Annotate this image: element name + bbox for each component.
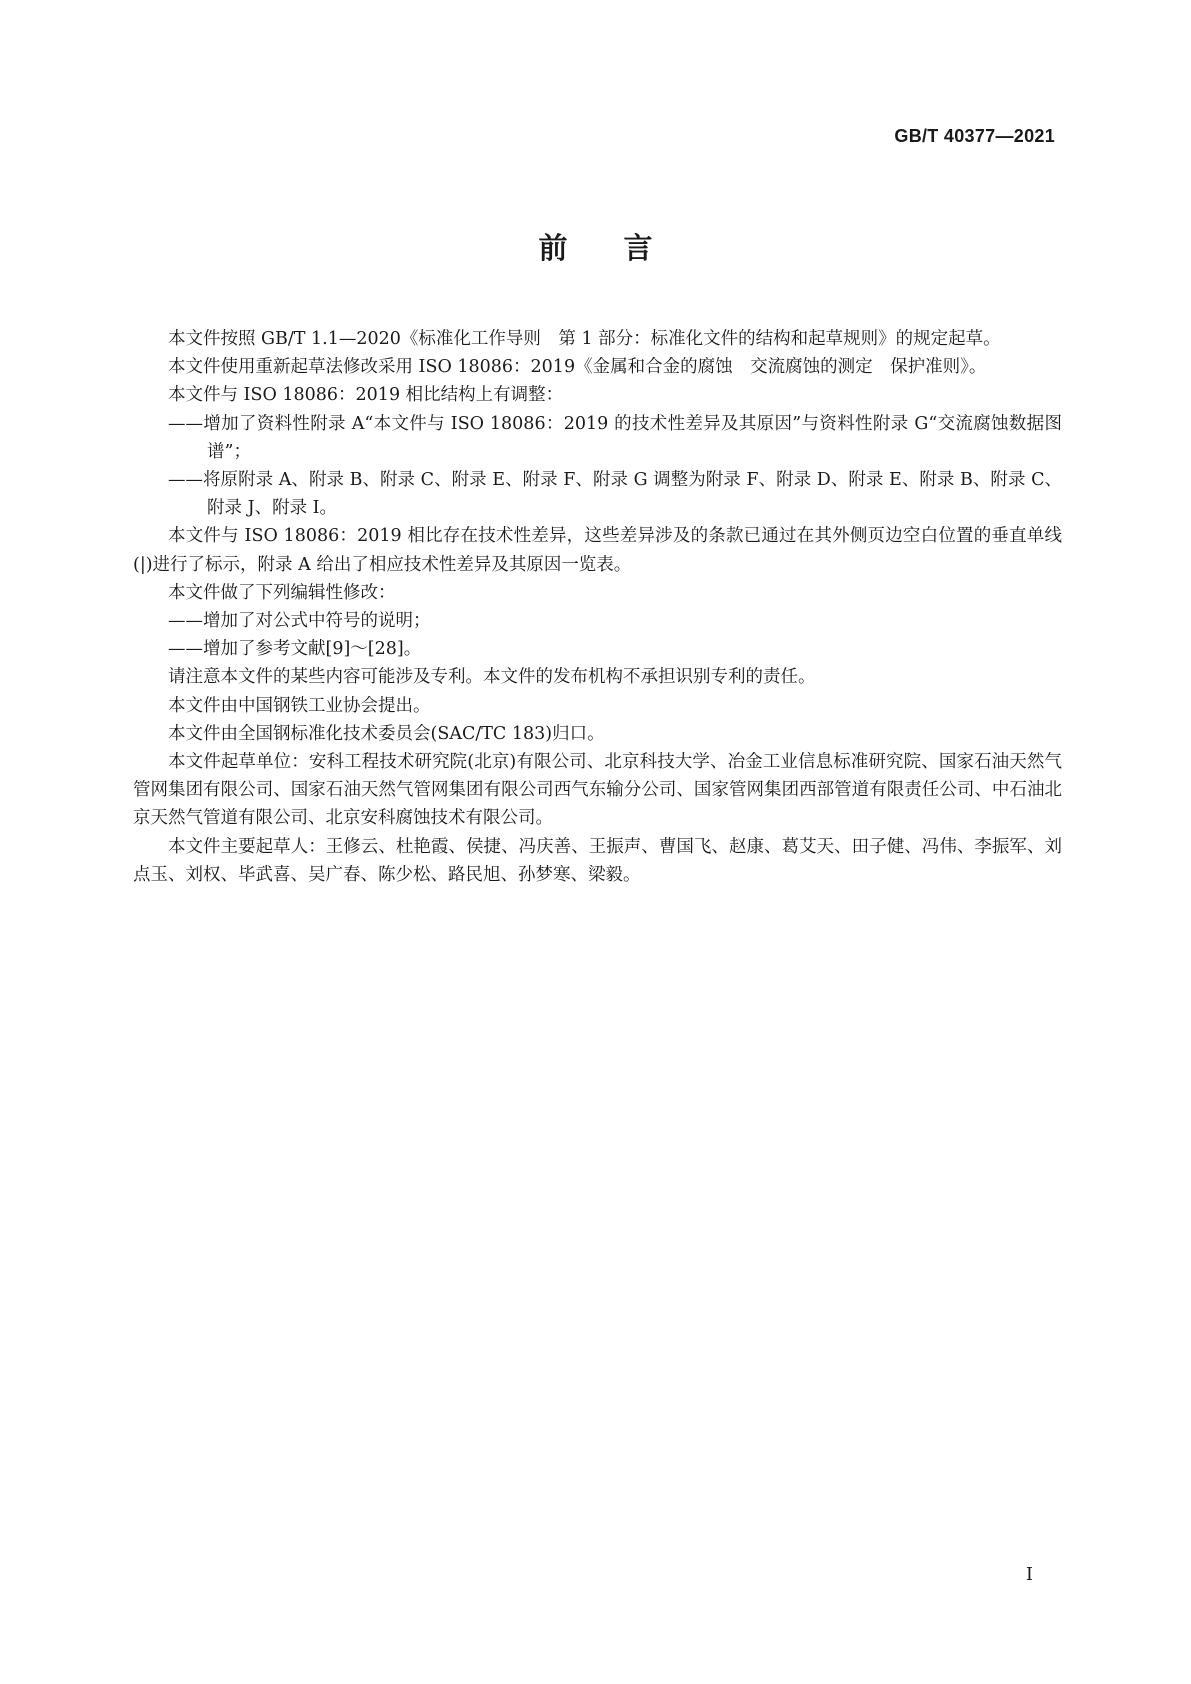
list-item-symbol-notes: ——增加了对公式中符号的说明； (168, 611, 431, 632)
paragraph-proposer: 本文件由中国钢铁工业协会提出。 (168, 695, 431, 716)
paragraph-drafters: 本文件主要起草人：王修云、杜艳霞、侯捷、冯庆善、王振声、曹国飞、赵康、葛艾天、田子健、冯伟、李振军、刘点玉、刘权、毕武喜、吴广春、陈少松、路民旭、孙梦寒、梁毅。 (133, 836, 1062, 885)
list-item-added-annexes: ——增加了资料性附录 A“本文件与 ISO 18086：2019 的技术性差异及其原因”与资料性附录 G“交流腐蚀数据图谱”； (168, 413, 1062, 462)
list-item-renamed-annexes: ——将原附录 A、附录 B、附录 C、附录 E、附录 F、附录 G 调整为附录 F、附录 D、附录 E、附录 B、附录 C、附录 J、附录 I。 (168, 470, 1062, 519)
page-title: 前言 (538, 231, 709, 265)
standard-number: GB/T 40377—2021 (894, 126, 1055, 146)
list-item-references: ——增加了参考文献[9]～[28]。 (168, 639, 422, 660)
paragraph-drafting-organizations: 本文件起草单位：安科工程技术研究院(北京)有限公司、北京科技大学、冶金工业信息标准研究院、国家石油天然气管网集团有限公司、国家石油天然气管网集团有限公司西气东输分公司、国家管网集团西部管道有限责任公司、中石油北京天然气管道有限公司、北京安科腐蚀技术有限公司。 (133, 752, 1062, 829)
paragraph-editorial-changes: 本文件做了下列编辑性修改： (168, 582, 396, 603)
foreword-body (133, 325, 1062, 889)
page-number: I (1025, 1564, 1033, 1585)
paragraph-committee: 本文件由全国钢标准化技术委员会(SAC/TC 183)归口。 (168, 723, 605, 744)
paragraph-technical-deviations: 本文件与 ISO 18086：2019 相比存在技术性差异，这些差异涉及的条款已通过在其外侧页边空白位置的垂直单线(|)进行了标示，附录 A 给出了相应技术性差异及其原因一览表。 (133, 526, 1062, 575)
paragraph-drafting-rules: 本文件按照 GB/T 1.1—2020《标准化工作导则 第 1 部分：标准化文件的结构和起草规则》的规定起草。 (168, 329, 1001, 349)
paragraph-patent-notice: 请注意本文件的某些内容可能涉及专利。本文件的发布机构不承担识别专利的责任。 (168, 667, 816, 688)
paragraph-structure-changes: 本文件与 ISO 18086：2019 相比结构上有调整： (168, 385, 564, 406)
paragraph-adoption-method: 本文件使用重新起草法修改采用 ISO 18086：2019《金属和合金的腐蚀 交流腐蚀的测定 保护准则》。 (168, 357, 987, 378)
